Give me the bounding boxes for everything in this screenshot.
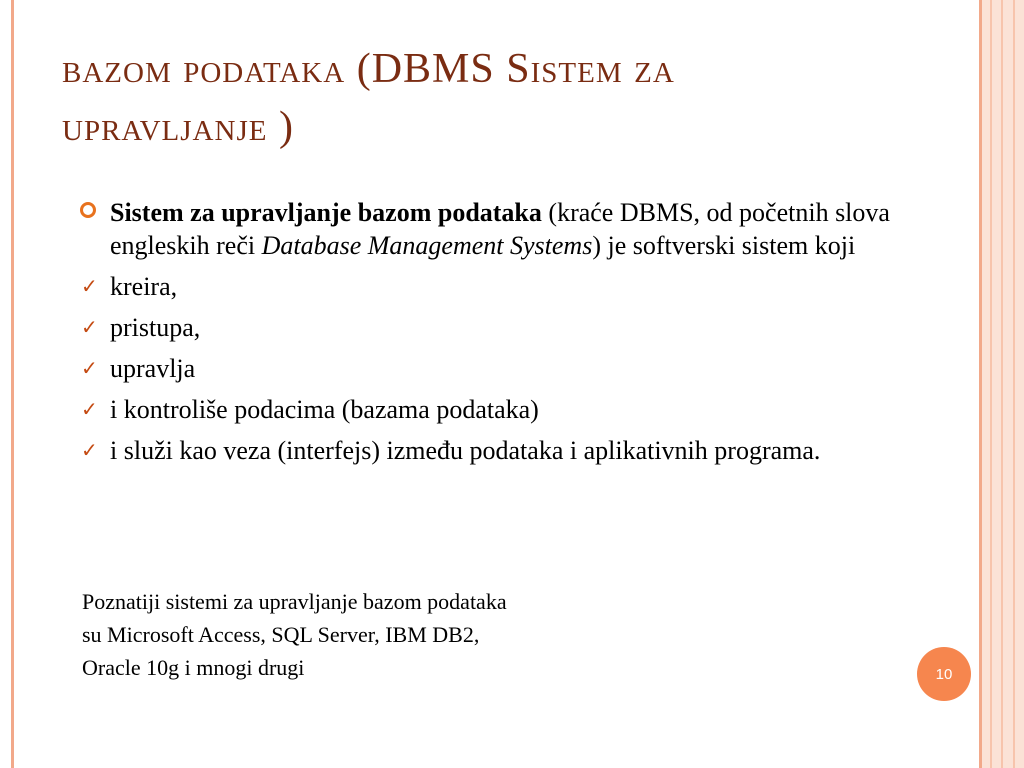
title-part: (DBMS <box>345 46 507 92</box>
main-text: ) je softverski sistem koji <box>592 231 856 260</box>
check-mark-icon: ✓ <box>81 274 98 298</box>
check-item <box>80 352 940 385</box>
main-bullet-item <box>80 196 940 262</box>
note-paragraph <box>82 585 782 684</box>
check-mark-icon: ✓ <box>81 356 98 380</box>
note-line: Oracle 10g i mnogi drugi <box>82 655 305 680</box>
check-item-text: i služi kao veza (interfejs) između podataka i aplikativnih programa. <box>110 436 821 465</box>
note-line: Poznatiji sistemi za upravljanje bazom podataka <box>82 589 507 614</box>
title-part: Sistem za <box>506 46 675 92</box>
right-border-line <box>1013 0 1015 768</box>
left-border-line <box>11 0 14 768</box>
main-bold-text: Sistem za upravljanje bazom podataka <box>110 198 542 227</box>
main-italic-text: Database Management Systems <box>261 231 593 260</box>
right-border-line <box>979 0 982 768</box>
check-item-text: upravlja <box>110 354 196 383</box>
slide-content <box>80 196 940 475</box>
slide-title <box>62 40 942 156</box>
check-item <box>80 434 940 467</box>
title-part: upravljanje <box>62 104 268 150</box>
check-mark-icon: ✓ <box>81 438 98 462</box>
title-part: bazom podataka <box>62 46 346 92</box>
right-border-line <box>990 0 992 768</box>
page-number-badge: 10 <box>917 647 971 701</box>
check-item <box>80 311 940 344</box>
title-part: ) <box>267 104 294 150</box>
check-item-text: pristupa, <box>110 313 201 342</box>
note-line: su Microsoft Access, SQL Server, IBM DB2, <box>82 622 480 647</box>
ring-bullet-icon <box>80 202 96 218</box>
check-item-text: kreira, <box>110 272 178 301</box>
main-text: (kraće DBMS, od početnih slova engleskih reči <box>110 198 890 260</box>
check-mark-icon: ✓ <box>81 315 98 339</box>
check-mark-icon: ✓ <box>81 397 98 421</box>
check-item <box>80 393 940 426</box>
check-item-text: i kontroliše podacima (bazama podataka) <box>110 395 539 424</box>
right-border-line <box>1001 0 1003 768</box>
check-item <box>80 270 940 303</box>
